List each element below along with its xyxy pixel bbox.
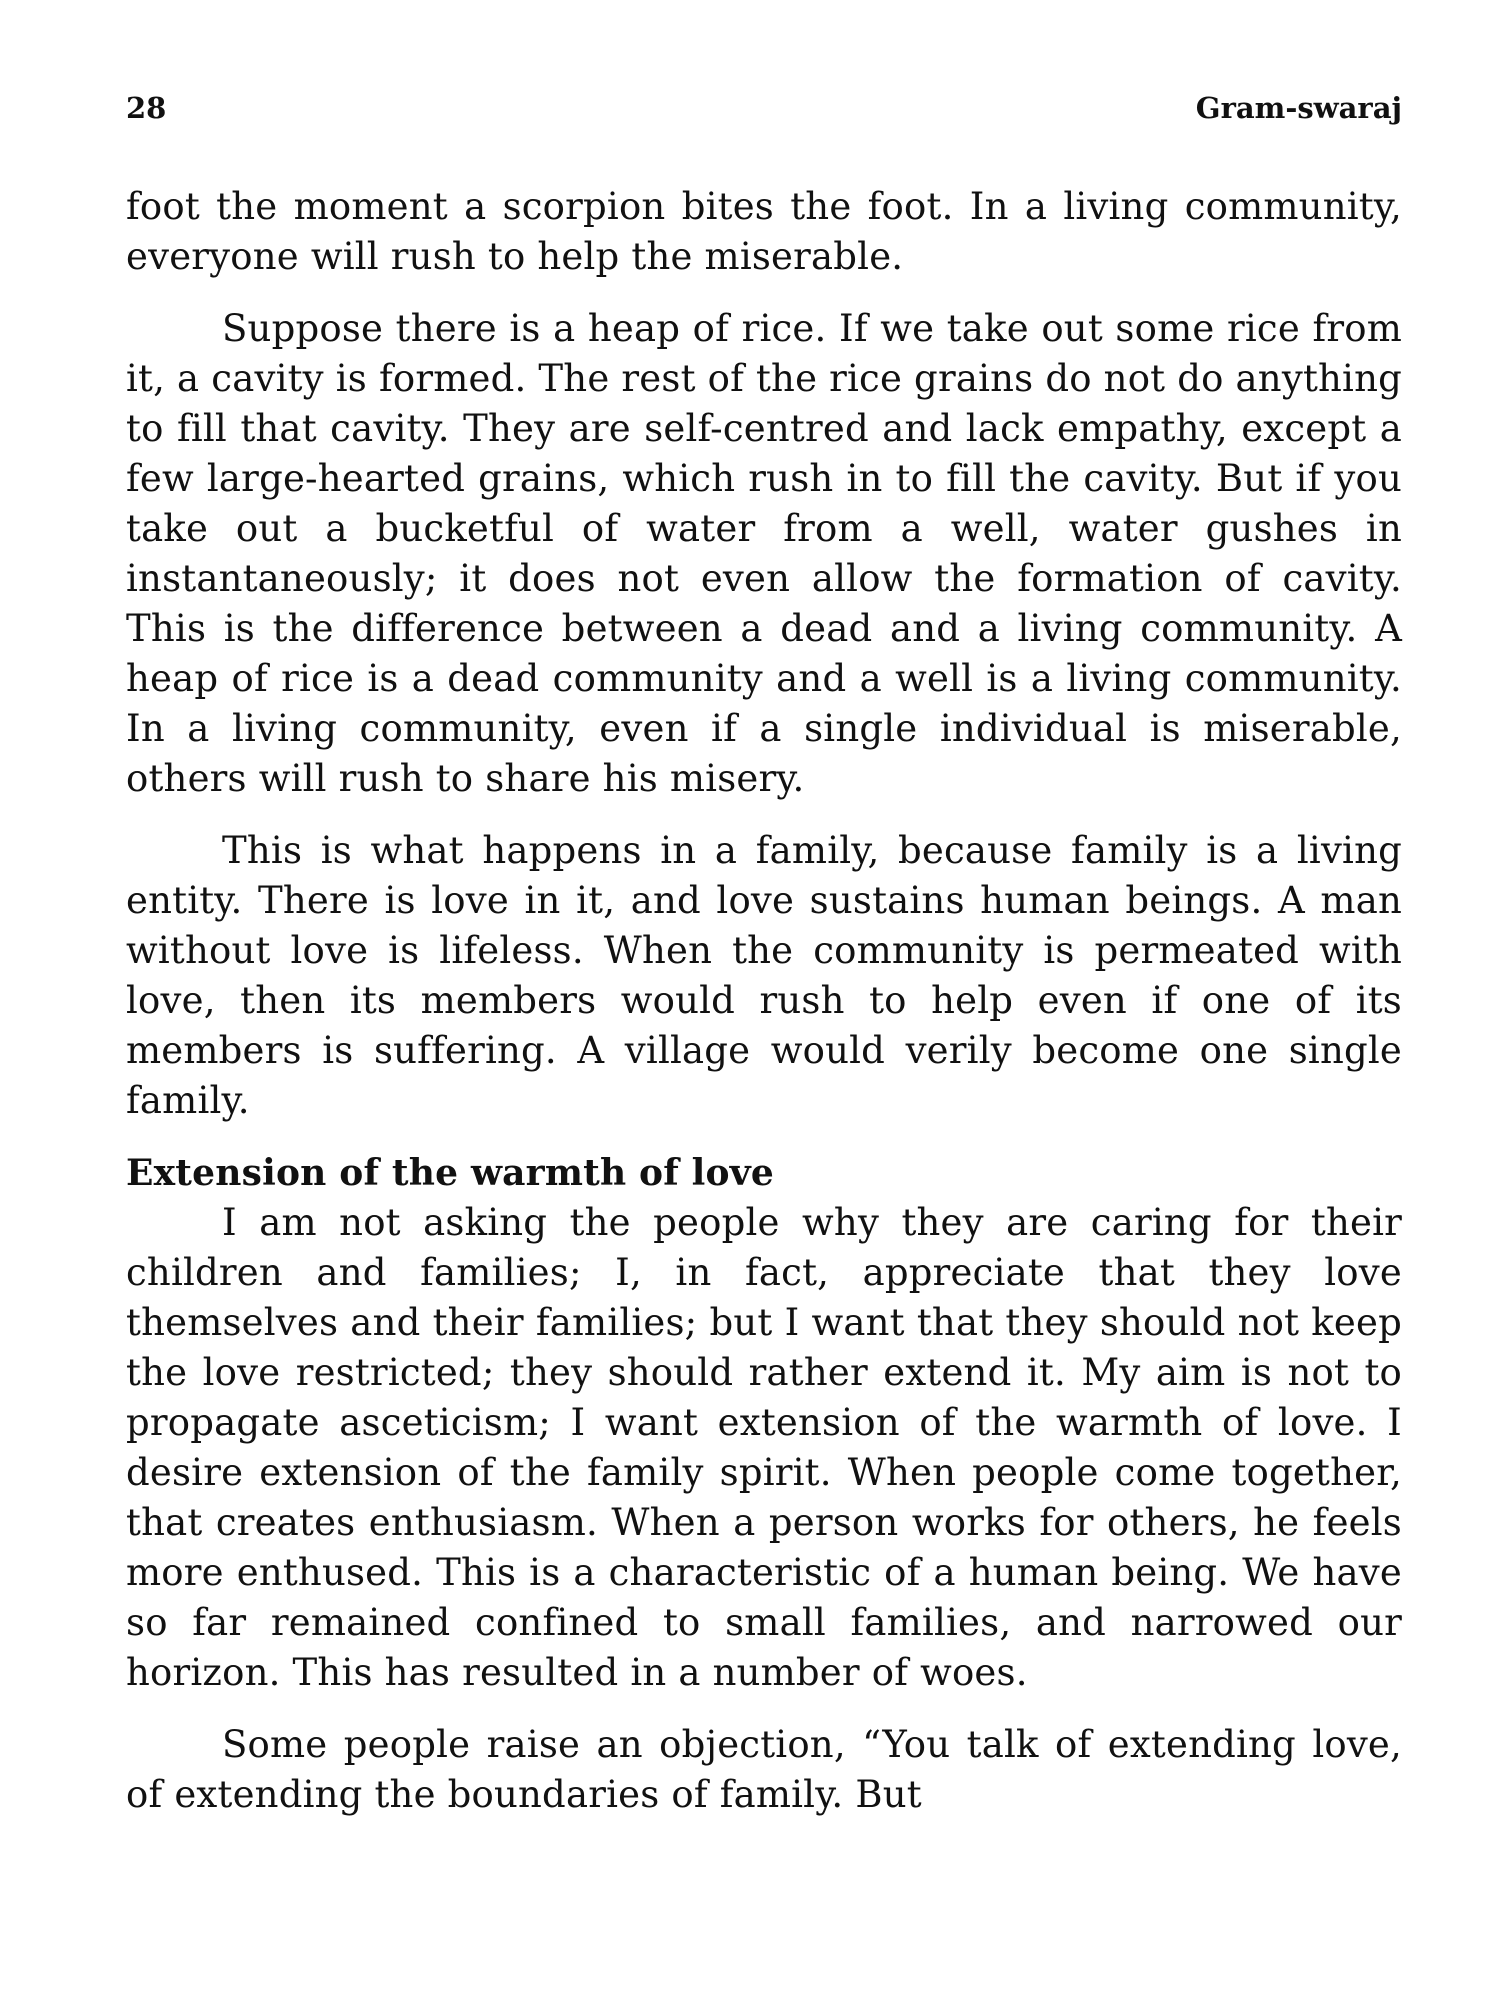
- running-header: [126, 90, 1402, 126]
- book-page: [126, 90, 1402, 1842]
- paragraph-continued: foot the moment a scorpion bites the foot. In a living community, everyone will rush to help the miserable.: [126, 185, 1402, 278]
- page-number: 28: [126, 91, 167, 125]
- paragraph-extension-of-love: I am not asking the people why they are caring for their children and families; I, in fact, appreciate that they love themselves and their families; but I want that they should not keep the love restricted; they should rather extend it. My aim is not to propagate asceticism; I want extension of the warmth of love. I desire extension of the family spirit. When people come together, that creates enthusiasm. When a person works for others, he feels more enthused. This is a characteristic of a human being. We have so far remained confined to small families, and narrowed our horizon. This has resulted in a number of woes.: [126, 1201, 1402, 1694]
- section-heading: Extension of the warmth of love: [126, 1152, 774, 1194]
- paragraph-heap-of-rice: Suppose there is a heap of rice. If we take out some rice from it, a cavity is formed. The rest of the rice grains do not do anything to fill that cavity. They are self-centred and lack empathy, except a few large-hearted grains, which rush in to fill the cavity. But if you take out a bucketful of water from a well, water gushes in instantaneously; it does not even allow the formation of cavity. This is the difference between a dead and a living community. A heap of rice is a dead community and a well is a living community. In a living community, even if a single individual is miserable, others will rush to share his misery.: [126, 307, 1402, 800]
- paragraph-objection: Some people raise an objection, “You talk of extending love, of extending the boundaries of family. But: [126, 1723, 1402, 1816]
- page-body: [126, 182, 1402, 1820]
- running-title: Gram-swaraj: [1195, 91, 1402, 125]
- paragraph-family: This is what happens in a family, because family is a living entity. There is love in it, and love sustains human beings. A man without love is lifeless. When the community is permeated with love, then its members would rush to help even if one of its members is suffering. A village would verily become one single family.: [126, 829, 1402, 1122]
